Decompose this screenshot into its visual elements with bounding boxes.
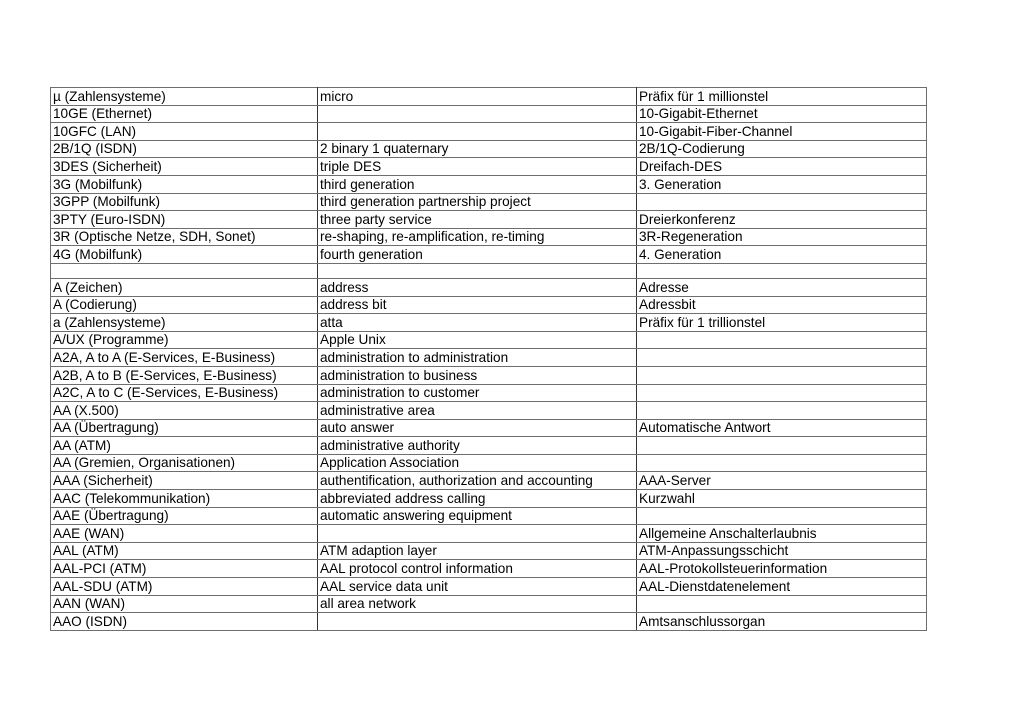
table-row bbox=[51, 278, 927, 296]
german-term-cell bbox=[637, 454, 927, 472]
abbreviation-cell: 2B/1Q (ISDN) bbox=[51, 140, 318, 158]
english-term-cell: automatic answering equipment bbox=[318, 507, 637, 525]
table-row bbox=[51, 88, 927, 106]
abbreviation-cell bbox=[51, 263, 318, 278]
english-term-cell: address bbox=[318, 278, 637, 296]
abbreviation-cell: AAO (ISDN) bbox=[51, 613, 318, 631]
abbreviation-cell: 3GPP (Mobilfunk) bbox=[51, 193, 318, 211]
german-term-cell: Dreifach-DES bbox=[637, 158, 927, 176]
english-term-cell: 2 binary 1 quaternary bbox=[318, 140, 637, 158]
english-term-cell: fourth generation bbox=[318, 246, 637, 264]
english-term-cell: administration to customer bbox=[318, 384, 637, 402]
german-term-cell: AAL-Protokollsteuerinformation bbox=[637, 560, 927, 578]
abbreviation-cell: 10GE (Ethernet) bbox=[51, 105, 318, 123]
english-term-cell bbox=[318, 525, 637, 543]
german-term-cell: 10-Gigabit-Ethernet bbox=[637, 105, 927, 123]
english-term-cell bbox=[318, 105, 637, 123]
abbreviation-cell: AAL-SDU (ATM) bbox=[51, 578, 318, 596]
abbreviation-cell: AAC (Telekommunikation) bbox=[51, 490, 318, 508]
table-row bbox=[51, 454, 927, 472]
abbreviation-cell: A2C, A to C (E-Services, E-Business) bbox=[51, 384, 318, 402]
german-term-cell: 2B/1Q-Codierung bbox=[637, 140, 927, 158]
german-term-cell: Präfix für 1 trillionstel bbox=[637, 314, 927, 332]
abbreviation-cell: AAA (Sicherheit) bbox=[51, 472, 318, 490]
german-term-cell: ATM-Anpassungsschicht bbox=[637, 542, 927, 560]
german-term-cell: Kurzwahl bbox=[637, 490, 927, 508]
abbreviation-cell: AAL-PCI (ATM) bbox=[51, 560, 318, 578]
table-row bbox=[51, 384, 927, 402]
abbreviation-cell: AAN (WAN) bbox=[51, 595, 318, 613]
english-term-cell: micro bbox=[318, 88, 637, 106]
table-row bbox=[51, 578, 927, 596]
table-row bbox=[51, 507, 927, 525]
table-row bbox=[51, 228, 927, 246]
english-term-cell: atta bbox=[318, 314, 637, 332]
german-term-cell: Automatische Antwort bbox=[637, 419, 927, 437]
english-term-cell: third generation bbox=[318, 175, 637, 193]
german-term-cell: 3. Generation bbox=[637, 175, 927, 193]
english-term-cell: three party service bbox=[318, 211, 637, 229]
english-term-cell: re-shaping, re-amplification, re-timing bbox=[318, 228, 637, 246]
english-term-cell bbox=[318, 263, 637, 278]
german-term-cell bbox=[637, 384, 927, 402]
table-row bbox=[51, 419, 927, 437]
table-row bbox=[51, 263, 927, 278]
german-term-cell bbox=[637, 349, 927, 367]
table-row bbox=[51, 402, 927, 420]
german-term-cell: Amtsanschlussorgan bbox=[637, 613, 927, 631]
english-term-cell: Application Association bbox=[318, 454, 637, 472]
abbreviation-cell: A (Zeichen) bbox=[51, 278, 318, 296]
english-term-cell: AAL service data unit bbox=[318, 578, 637, 596]
english-term-cell: third generation partnership project bbox=[318, 193, 637, 211]
abbreviation-cell: AA (ATM) bbox=[51, 437, 318, 455]
table-row bbox=[51, 105, 927, 123]
abbreviation-cell: a (Zahlensysteme) bbox=[51, 314, 318, 332]
german-term-cell bbox=[637, 507, 927, 525]
german-term-cell: AAL-Dienstdatenelement bbox=[637, 578, 927, 596]
table-row bbox=[51, 349, 927, 367]
table-row bbox=[51, 525, 927, 543]
table-row bbox=[51, 158, 927, 176]
table-row bbox=[51, 314, 927, 332]
table-row bbox=[51, 123, 927, 141]
abbreviation-cell: A (Codierung) bbox=[51, 296, 318, 314]
english-term-cell: administration to administration bbox=[318, 349, 637, 367]
table-row bbox=[51, 193, 927, 211]
table-row bbox=[51, 175, 927, 193]
table-row bbox=[51, 560, 927, 578]
abbreviation-cell: AA (X.500) bbox=[51, 402, 318, 420]
abbreviation-cell: 10GFC (LAN) bbox=[51, 123, 318, 141]
abbreviation-cell: AAL (ATM) bbox=[51, 542, 318, 560]
table-row bbox=[51, 211, 927, 229]
english-term-cell: triple DES bbox=[318, 158, 637, 176]
abbreviation-cell: AA (Übertragung) bbox=[51, 419, 318, 437]
table-row bbox=[51, 366, 927, 384]
table-row bbox=[51, 246, 927, 264]
english-term-cell bbox=[318, 613, 637, 631]
german-term-cell bbox=[637, 331, 927, 349]
english-term-cell: administrative area bbox=[318, 402, 637, 420]
german-term-cell: Dreierkonferenz bbox=[637, 211, 927, 229]
table-row bbox=[51, 437, 927, 455]
english-term-cell: AAL protocol control information bbox=[318, 560, 637, 578]
german-term-cell bbox=[637, 263, 927, 278]
table-row bbox=[51, 331, 927, 349]
german-term-cell: AAA-Server bbox=[637, 472, 927, 490]
abbreviation-cell: 3G (Mobilfunk) bbox=[51, 175, 318, 193]
abbreviation-cell: 4G (Mobilfunk) bbox=[51, 246, 318, 264]
table-row bbox=[51, 140, 927, 158]
abbreviation-cell: A2A, A to A (E-Services, E-Business) bbox=[51, 349, 318, 367]
english-term-cell: abbreviated address calling bbox=[318, 490, 637, 508]
english-term-cell: all area network bbox=[318, 595, 637, 613]
english-term-cell: ATM adaption layer bbox=[318, 542, 637, 560]
german-term-cell: Präfix für 1 millionstel bbox=[637, 88, 927, 106]
german-term-cell bbox=[637, 402, 927, 420]
german-term-cell bbox=[637, 437, 927, 455]
english-term-cell: authentification, authorization and accounting bbox=[318, 472, 637, 490]
abbreviation-cell: A/UX (Programme) bbox=[51, 331, 318, 349]
german-term-cell: Allgemeine Anschalterlaubnis bbox=[637, 525, 927, 543]
abbreviation-cell: AAE (Übertragung) bbox=[51, 507, 318, 525]
german-term-cell bbox=[637, 366, 927, 384]
abbreviation-cell: µ (Zahlensysteme) bbox=[51, 88, 318, 106]
table-row bbox=[51, 613, 927, 631]
abbreviation-cell: AA (Gremien, Organisationen) bbox=[51, 454, 318, 472]
table-row bbox=[51, 542, 927, 560]
german-term-cell bbox=[637, 193, 927, 211]
english-term-cell: Apple Unix bbox=[318, 331, 637, 349]
english-term-cell: administrative authority bbox=[318, 437, 637, 455]
table-row bbox=[51, 472, 927, 490]
abbreviation-cell: A2B, A to B (E-Services, E-Business) bbox=[51, 366, 318, 384]
english-term-cell bbox=[318, 123, 637, 141]
abbreviation-cell: AAE (WAN) bbox=[51, 525, 318, 543]
german-term-cell bbox=[637, 595, 927, 613]
table-row bbox=[51, 490, 927, 508]
table-row bbox=[51, 296, 927, 314]
english-term-cell: auto answer bbox=[318, 419, 637, 437]
german-term-cell: Adresse bbox=[637, 278, 927, 296]
abbreviation-cell: 3PTY (Euro-ISDN) bbox=[51, 211, 318, 229]
english-term-cell: administration to business bbox=[318, 366, 637, 384]
abbreviation-table bbox=[50, 87, 927, 631]
german-term-cell: 3R-Regeneration bbox=[637, 228, 927, 246]
abbreviation-table-body bbox=[51, 88, 927, 631]
abbreviation-cell: 3R (Optische Netze, SDH, Sonet) bbox=[51, 228, 318, 246]
abbreviation-cell: 3DES (Sicherheit) bbox=[51, 158, 318, 176]
english-term-cell: address bit bbox=[318, 296, 637, 314]
german-term-cell: 4. Generation bbox=[637, 246, 927, 264]
german-term-cell: 10-Gigabit-Fiber-Channel bbox=[637, 123, 927, 141]
table-row bbox=[51, 595, 927, 613]
german-term-cell: Adressbit bbox=[637, 296, 927, 314]
